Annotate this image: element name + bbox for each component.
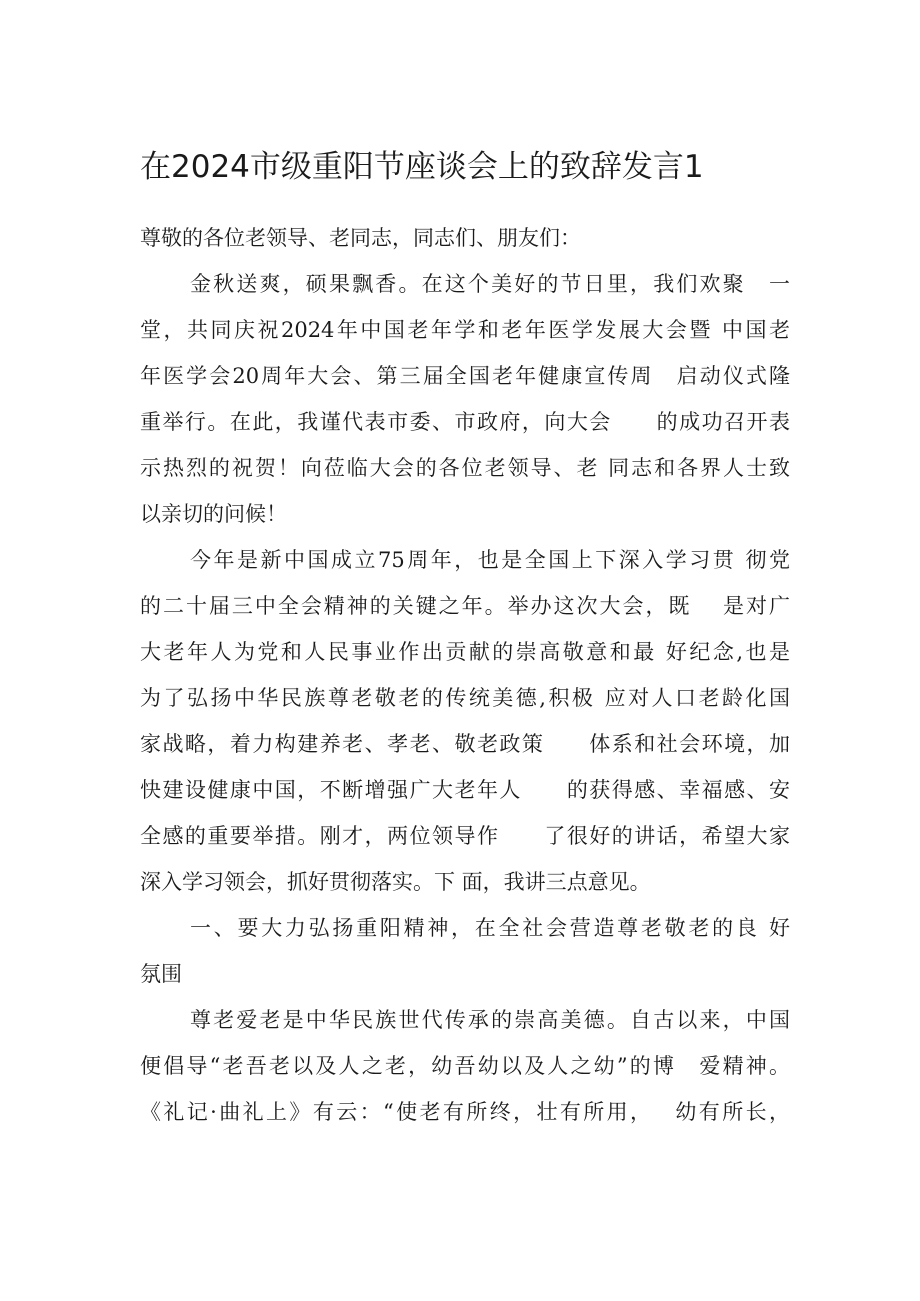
text-line: 重举行。在此，我谨代表市委、市政府，向大会 的成功召开表 <box>140 410 790 434</box>
document-body <box>140 215 790 1135</box>
text-line: 堂，共同庆祝2024年中国老年学和老年医学发展大会暨 中国老 <box>140 318 790 342</box>
text-line: 氛围 <box>140 962 182 986</box>
text-line: 《礼记·曲礼上》有云：“使老有所终，壮有所用， 幼有所长， <box>140 1100 790 1124</box>
salutation: 尊敬的各位老领导、老同志，同志们、朋友们： <box>140 226 581 250</box>
text-line: 为了弘扬中华民族尊老敬老的传统美德,积极 应对人口老龄化国 <box>140 686 790 710</box>
text-line: 大老年人为党和人民事业作出贡献的崇高敬意和最 好纪念,也是 <box>140 640 790 664</box>
text-line: 家战略，着力构建养老、孝老、敬老政策 体系和社会环境，加 <box>140 732 790 756</box>
text-line: 一、要大力弘扬重阳精神，在全社会营造尊老敬老的良 好 <box>190 916 790 940</box>
text-line: 深入学习领会，抓好贯彻落实。下 面，我讲三点意见。 <box>140 870 651 894</box>
text-line: 尊老爱老是中华民族世代传承的崇高美德。自古以来，中国 <box>190 1008 790 1032</box>
text-line: 以亲切的问候！ <box>140 502 287 526</box>
text-line: 便倡导“老吾老以及人之老，幼吾幼以及人之幼”的博 爱精神。 <box>140 1054 790 1078</box>
document-title: 在2024市级重阳节座谈会上的致辞发言1 <box>140 148 704 185</box>
text-line: 示热烈的祝贺！向莅临大会的各位老领导、老 同志和各界人士致 <box>140 456 790 480</box>
text-line: 金秋送爽，硕果飘香。在这个美好的节日里，我们欢聚 一 <box>190 272 790 296</box>
text-line: 快建设健康中国，不断增强广大老年人 的获得感、幸福感、安 <box>140 778 790 802</box>
text-line: 今年是新中国成立75周年，也是全国上下深入学习贯 彻党 <box>190 548 790 572</box>
text-line: 年医学会20周年大会、第三届全国老年健康宣传周 启动仪式隆 <box>140 364 790 388</box>
text-line: 全感的重要举措。刚才，两位领导作 了很好的讲话，希望大家 <box>140 824 790 848</box>
text-line: 的二十届三中全会精神的关键之年。举办这次大会，既 是对广 <box>140 594 790 618</box>
paragraph-lines <box>140 261 790 1135</box>
